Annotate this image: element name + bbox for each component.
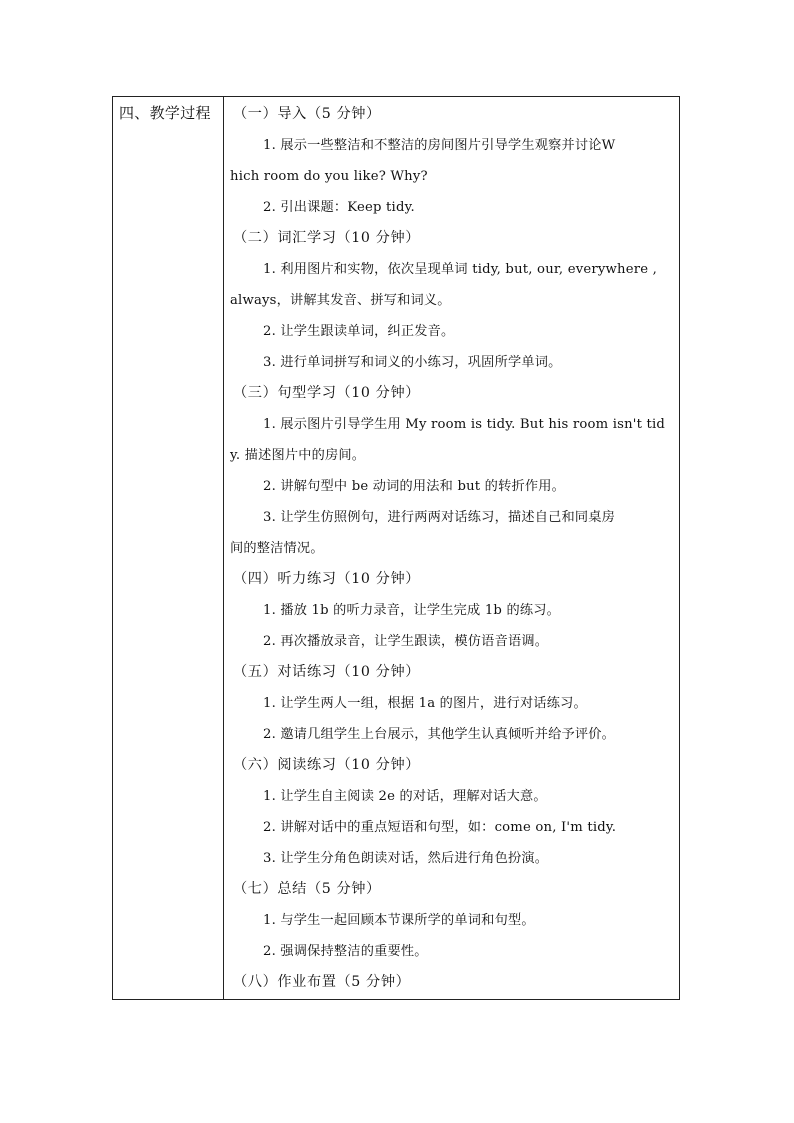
step-item: 1. 展示一些整洁和不整洁的房间图片引导学生观察并讨论W (263, 138, 616, 153)
step-item: 1. 利用图片和实物，依次呈现单词 tidy, but, our, everywhere , (263, 262, 658, 277)
step-heading: （二）词汇学习（10 分钟） (233, 230, 421, 246)
step-item-continuation: 间的整洁情况。 (230, 541, 324, 556)
step-item: 2. 强调保持整洁的重要性。 (263, 944, 428, 959)
step-heading: （六）阅读练习（10 分钟） (233, 757, 421, 773)
step-item: 3. 进行单词拼写和词义的小练习，巩固所学单词。 (263, 355, 562, 370)
step-item: 1. 展示图片引导学生用 My room is tidy. But his room isn't tid (263, 417, 666, 432)
step-heading: （四）听力练习（10 分钟） (233, 571, 421, 587)
step-item-continuation: hich room do you like? Why? (230, 169, 428, 184)
step-item-continuation: always，讲解其发音、拼写和词义。 (230, 293, 451, 308)
step-item: 3. 让学生仿照例句，进行两两对话练习，描述自己和同桌房 (263, 510, 616, 525)
step-item: 2. 再次播放录音，让学生跟读，模仿语音语调。 (263, 634, 549, 649)
step-item: 1. 让学生自主阅读 2e 的对话，理解对话大意。 (263, 789, 547, 804)
teaching-process-content (229, 99, 677, 998)
column-divider (223, 97, 224, 999)
section-label: 四、教学过程 (119, 104, 211, 122)
step-item: 1. 与学生一起回顾本节课所学的单词和句型。 (263, 913, 535, 928)
step-heading: （三）句型学习（10 分钟） (233, 385, 421, 401)
step-heading: （七）总结（5 分钟） (233, 881, 381, 897)
step-item: 2. 讲解句型中 be 动词的用法和 but 的转折作用。 (263, 479, 566, 494)
step-item: 2. 讲解对话中的重点短语和句型，如：come on, I'm tidy. (263, 820, 617, 835)
step-item: 2. 让学生跟读单词，纠正发音。 (263, 324, 455, 339)
step-heading: （一）导入（5 分钟） (233, 106, 381, 122)
step-item: 2. 引出课题：Keep tidy. (263, 200, 415, 215)
step-item: 1. 播放 1b 的听力录音，让学生完成 1b 的练习。 (263, 603, 560, 618)
step-item: 1. 让学生两人一组，根据 1a 的图片，进行对话练习。 (263, 696, 587, 711)
step-heading: （八）作业布置（5 分钟） (233, 974, 411, 990)
step-heading: （五）对话练习（10 分钟） (233, 664, 421, 680)
step-item-continuation: y. 描述图片中的房间。 (230, 448, 366, 463)
lesson-plan-table (112, 96, 680, 1000)
step-item: 3. 让学生分角色朗读对话，然后进行角色扮演。 (263, 851, 549, 866)
step-item: 2. 邀请几组学生上台展示，其他学生认真倾听并给予评价。 (263, 727, 616, 742)
